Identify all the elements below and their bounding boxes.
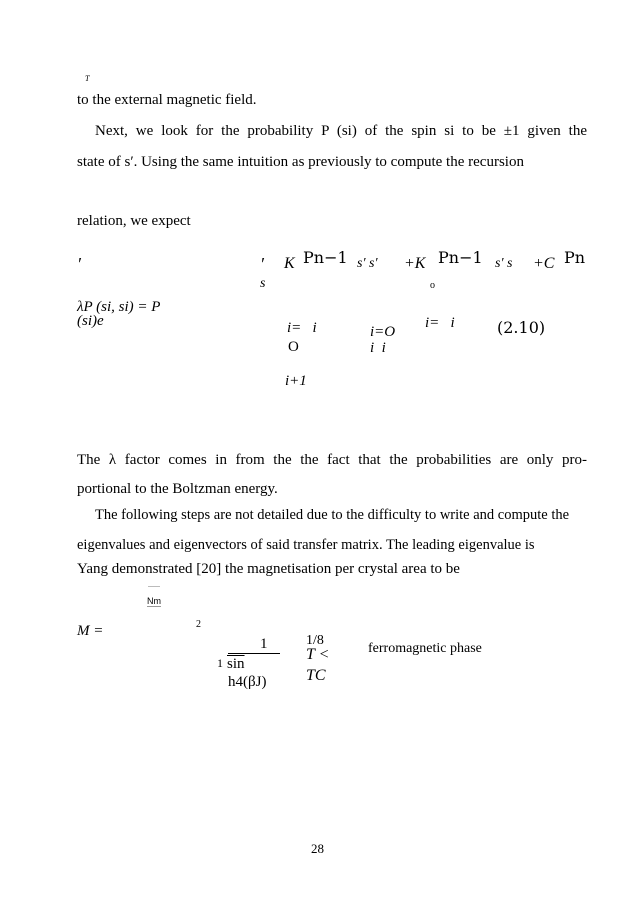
eq-spins-2: s′ s: [495, 256, 513, 271]
eq-prime-mid: ′: [260, 254, 264, 274]
eq-sum-1: Pn−1: [303, 248, 348, 267]
eq-numerator: 1: [260, 636, 268, 652]
eq-phase-label: ferromagnetic phase: [368, 641, 482, 656]
eq-plus-k: +K: [404, 255, 426, 272]
paragraph-2-line-2: state of s′. Using the same intuition as previously to compute the recursion: [77, 154, 524, 170]
paragraph-4-line-1: The following steps are not detailed due to the difficulty to write and compute the: [95, 507, 570, 523]
eq-sum-3: Pn: [564, 248, 586, 267]
eq-k1: K: [284, 255, 295, 272]
eq-lhs-line-1: λP (si, si) = P: [77, 299, 161, 315]
eq-lhs-line-2: (si)e: [77, 313, 104, 329]
paragraph-4-line-2: eigenvalues and eigenvectors of said transfer matrix. The leading eigenvalue is: [77, 537, 535, 553]
eq-tc: TC: [306, 667, 326, 684]
eq-o-small: o: [430, 280, 435, 291]
eq-h4: h4(βJ): [228, 674, 267, 690]
eq-fraction-bar: [228, 653, 280, 654]
paragraph-2-line-1: Next, we look for the probability P (si) of the spin si to be ±1 given the: [95, 123, 587, 139]
eq-exponent: 1/8: [306, 633, 324, 648]
eq-m-lhs: M =: [77, 623, 104, 639]
eq-sum-2: Pn−1: [438, 248, 483, 267]
eq-prime-left: ′: [77, 254, 81, 274]
eq-two: 2: [196, 619, 201, 630]
eq-index-1b: O: [288, 339, 299, 355]
eq-one-left: 1: [217, 656, 223, 670]
eq-nm: Nm: [147, 596, 161, 606]
paragraph-1-end: to the external magnetic field.: [77, 92, 257, 108]
eq-placeholder-mark: [148, 586, 160, 593]
eq-spins-1: s′ s′: [357, 256, 378, 271]
eq-sin: $\overline{sin}$: [227, 656, 245, 672]
eq-label-2-10: (2.10): [497, 318, 546, 337]
eq-index-2: i=O: [370, 324, 396, 340]
page-number: 28: [311, 841, 324, 856]
paragraph-3-line-1: The λ factor comes in from the the fact that the probabilities are only pro-: [77, 452, 587, 468]
eq-index-4: i+1: [285, 373, 307, 389]
eq-plus-c: +C: [533, 255, 555, 272]
paragraph-4-line-3: Yang demonstrated [20] the magnetisation per crystal area to be: [77, 561, 460, 577]
eq-index-3: i= i: [425, 315, 455, 331]
eq-index-1: i= i: [287, 320, 317, 336]
paragraph-3-line-2: portional to the Boltzman energy.: [77, 481, 278, 497]
eq-s-under: s: [260, 276, 266, 291]
eq-index-2b: i i: [370, 340, 386, 356]
top-fragment: T: [85, 74, 90, 83]
eq-condition: T <: [306, 646, 330, 663]
paragraph-2-line-3: relation, we expect: [77, 213, 191, 229]
